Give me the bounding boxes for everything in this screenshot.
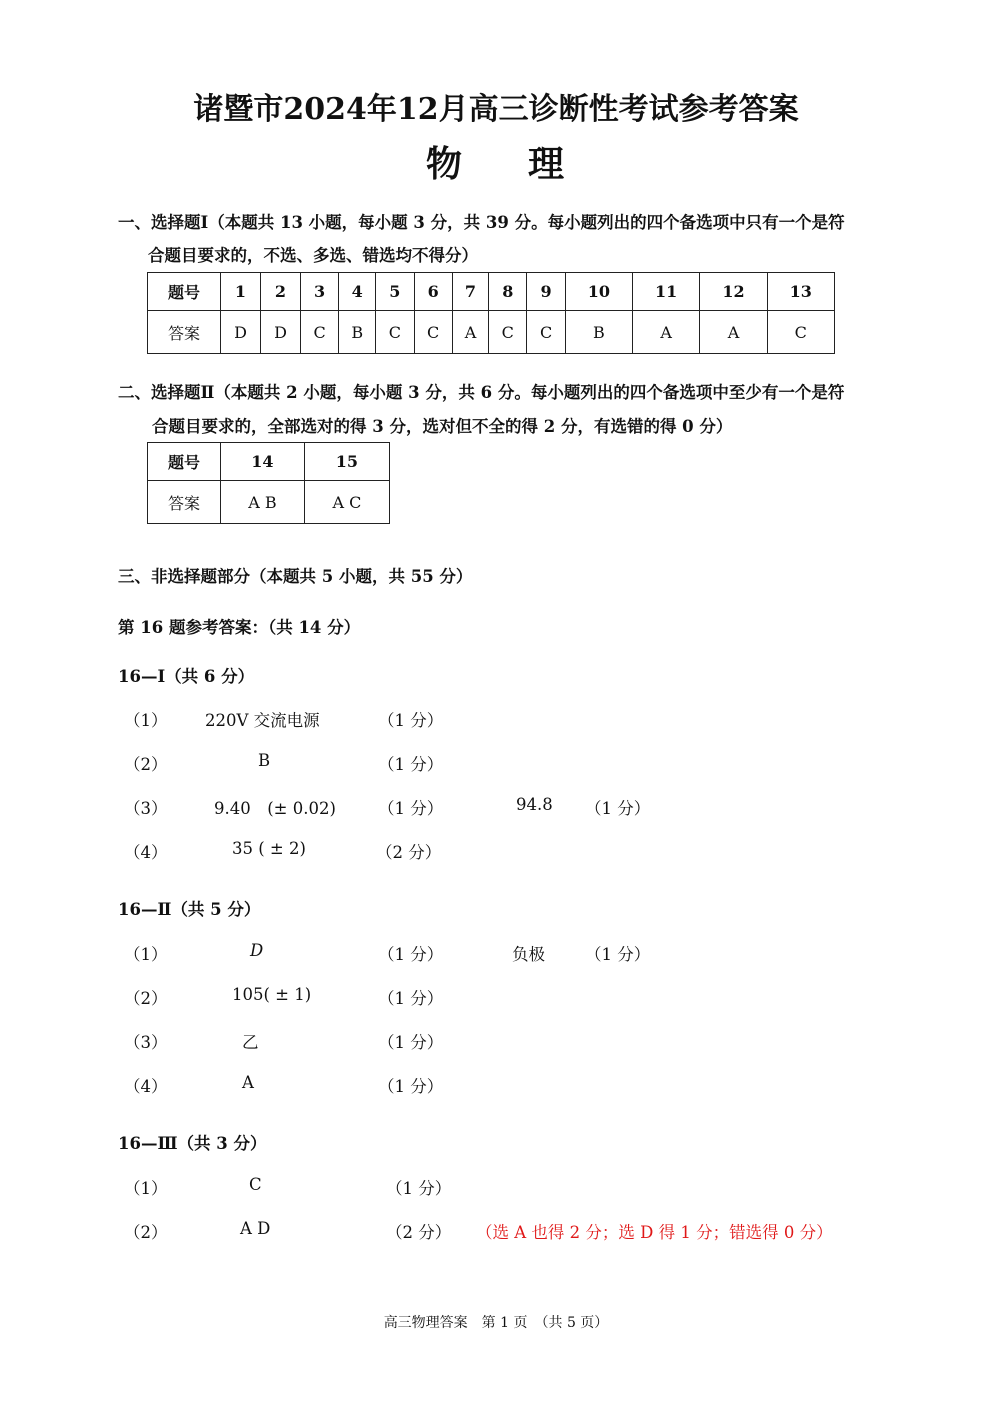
page-footer: 高三物理答案 第 1 页 （共 5 页） <box>383 1315 609 1331</box>
question-number: 6 <box>414 273 452 311</box>
answer-cell: C <box>767 311 834 354</box>
scoring-note: （选 A 也得 2 分；选 D 得 1 分；错选得 0 分） <box>476 1223 833 1242</box>
answer-cell: B <box>565 311 632 354</box>
item-score: （2 分） <box>386 1223 452 1242</box>
item-number: （2） <box>124 1223 168 1242</box>
subject-title <box>0 136 992 187</box>
table-row-answers <box>148 311 835 354</box>
answer-cell: A C <box>304 481 389 524</box>
row-label-answer: 答案 <box>148 481 221 524</box>
item-number: （4） <box>124 843 168 862</box>
question-number: 5 <box>376 273 414 311</box>
item-score: （1 分） <box>386 1179 452 1198</box>
item-score-2: （1 分） <box>585 799 651 818</box>
question-number: 2 <box>260 273 300 311</box>
question-number: 13 <box>767 273 834 311</box>
item-answer: B <box>258 751 271 770</box>
item-answer: A <box>242 1073 254 1092</box>
section2-heading: 二、选择题Ⅱ（本题共 2 小题，每小题 3 分，共 6 分。每小题列出的四个备选项中至少有一个是符 <box>118 383 845 402</box>
question-number: 15 <box>304 443 389 481</box>
answer-cell: C <box>300 311 338 354</box>
item-number: （1） <box>124 1179 168 1198</box>
question-number: 1 <box>221 273 261 311</box>
item-answer: D <box>250 941 264 960</box>
row-label-question: 题号 <box>148 273 221 311</box>
item-score: （1 分） <box>378 799 444 818</box>
item-number: （2） <box>124 755 168 774</box>
subject-char-1: 物 <box>425 143 464 185</box>
table-row-numbers <box>148 443 390 481</box>
part3-heading: 16—Ⅲ（共 3 分） <box>118 1134 267 1153</box>
item-number: （4） <box>124 1077 168 1096</box>
row-label-question: 题号 <box>148 443 221 481</box>
item-number: （1） <box>124 711 168 730</box>
question-number: 10 <box>565 273 632 311</box>
answer-cell: A <box>633 311 700 354</box>
question-number: 4 <box>339 273 376 311</box>
question-number: 14 <box>221 443 305 481</box>
item-score: （2 分） <box>376 843 442 862</box>
item-score: （1 分） <box>378 755 444 774</box>
item-score-2: （1 分） <box>585 945 651 964</box>
answer-cell: A <box>700 311 767 354</box>
answer-cell: D <box>221 311 261 354</box>
item-score: （1 分） <box>378 1033 444 1052</box>
answer-cell: B <box>339 311 376 354</box>
answer-cell: C <box>376 311 414 354</box>
item-score: （1 分） <box>378 711 444 730</box>
section1-heading-cont: 合题目要求的，不选、多选、错选均不得分） <box>148 246 478 265</box>
item-answer: 35 ( ± 2) <box>232 839 306 858</box>
item-number: （3） <box>124 1033 168 1052</box>
item-answer: C <box>249 1175 262 1194</box>
item-number: （1） <box>124 945 168 964</box>
section2-heading-cont: 合题目要求的，全部选对的得 3 分，选对但不全的得 2 分，有选错的得 0 分） <box>152 417 733 436</box>
answer-cell: C <box>414 311 452 354</box>
item-score: （1 分） <box>378 945 444 964</box>
question-number: 8 <box>489 273 527 311</box>
section1-heading: 一、选择题Ⅰ（本题共 13 小题，每小题 3 分，共 39 分。每小题列出的四个备选项中只有一个是符 <box>118 213 845 232</box>
item-answer: A D <box>240 1219 271 1238</box>
table-row-numbers <box>148 273 835 311</box>
answer-cell: C <box>489 311 527 354</box>
question-number: 12 <box>700 273 767 311</box>
section3-heading: 三、非选择题部分（本题共 5 小题，共 55 分） <box>118 567 473 586</box>
item-number: （2） <box>124 989 168 1008</box>
part2-heading: 16—Ⅱ（共 5 分） <box>118 900 261 919</box>
question-number: 9 <box>527 273 565 311</box>
item-number: （3） <box>124 799 168 818</box>
item-answer: 105( ± 1) <box>232 985 312 1004</box>
question-number: 7 <box>452 273 488 311</box>
item-score: （1 分） <box>378 1077 444 1096</box>
section1-answer-table <box>147 272 835 354</box>
answer-cell: D <box>260 311 300 354</box>
answer-cell: A <box>452 311 488 354</box>
item-answer: 220V 交流电源 <box>205 711 320 730</box>
item-answer: 乙 <box>242 1033 259 1052</box>
part1-heading: 16—Ⅰ（共 6 分） <box>118 667 255 686</box>
q16-heading: 第 16 题参考答案：（共 14 分） <box>118 618 361 637</box>
section2-answer-table <box>147 442 390 524</box>
item-score: （1 分） <box>378 989 444 1008</box>
subject-char-2: 理 <box>528 143 567 185</box>
question-number: 3 <box>300 273 338 311</box>
answer-cell: A B <box>221 481 305 524</box>
table-row-answers <box>148 481 390 524</box>
row-label-answer: 答案 <box>148 311 221 354</box>
item-answer-2: 负极 <box>512 945 545 964</box>
item-answer: 9.40 (± 0.02) <box>214 799 336 818</box>
question-number: 11 <box>633 273 700 311</box>
item-answer-2: 94.8 <box>516 795 553 814</box>
page-title: 诸暨市2024年12月高三诊断性考试参考答案 <box>193 92 799 127</box>
answer-cell: C <box>527 311 565 354</box>
